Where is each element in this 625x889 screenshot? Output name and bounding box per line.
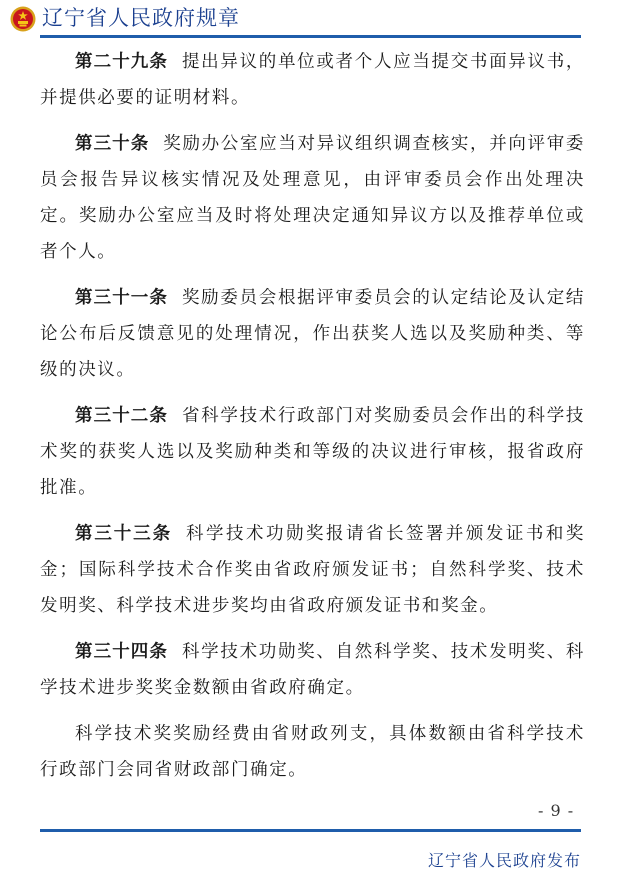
national-emblem-icon: [10, 6, 36, 32]
article-text: 奖励委员会根据评审委员会的认定结论及认定结论公布后反馈意见的处理情况，作出获奖人选以及奖励种类、等级的决议。: [40, 288, 585, 380]
page-number: - 9 -: [538, 801, 575, 820]
footer-publisher: 辽宁省人民政府发布: [427, 851, 581, 870]
article-text: 省科学技术行政部门对奖励委员会作出的科学技术奖的获奖人选以及奖励种类和等级的决议进行审核，报省政府批准。: [40, 406, 585, 498]
article-32: [40, 398, 585, 506]
article-text: 提出异议的单位或者个人应当提交书面异议书，并提供必要的证明材料。: [40, 52, 585, 108]
article-label: 第三十条: [75, 134, 150, 154]
article-34: [40, 634, 585, 706]
article-label: 第三十一条: [75, 288, 168, 308]
article-label: 第三十三条: [75, 524, 172, 544]
article-text: 科学技术功勋奖、自然科学奖、技术发明奖、科学技术进步奖奖金数额由省政府确定。: [40, 642, 585, 698]
article-34-paragraph-2: [40, 716, 585, 788]
article-label: 第三十二条: [75, 406, 168, 426]
article-30: [40, 126, 585, 270]
article-29: [40, 44, 585, 116]
header-title: 辽宁省人民政府规章: [42, 6, 240, 30]
article-text: 奖励办公室应当对异议组织调查核实，并向评审委员会报告异议核实情况及处理意见，由评审委员会作出处理决定。奖励办公室应当及时将处理决定通知异议方以及推荐单位或者个人。: [40, 134, 586, 262]
article-31: [40, 280, 585, 388]
article-label: 第二十九条: [75, 52, 168, 72]
article-text: 科学技术功勋奖报请省长签署并颁发证书和奖金；国际科学技术合作奖由省政府颁发证书；自然科学奖、技术发明奖、科学技术进步奖均由省政府颁发证书和奖金。: [40, 524, 586, 616]
article-label: 第三十四条: [75, 642, 168, 662]
article-33: [40, 516, 585, 624]
article-text: 科学技术奖奖励经费由省财政列支，具体数额由省科学技术行政部门会同省财政部门确定。: [40, 724, 585, 780]
header-divider: [40, 35, 581, 38]
footer-divider: [40, 829, 581, 832]
document-body: [40, 40, 585, 798]
